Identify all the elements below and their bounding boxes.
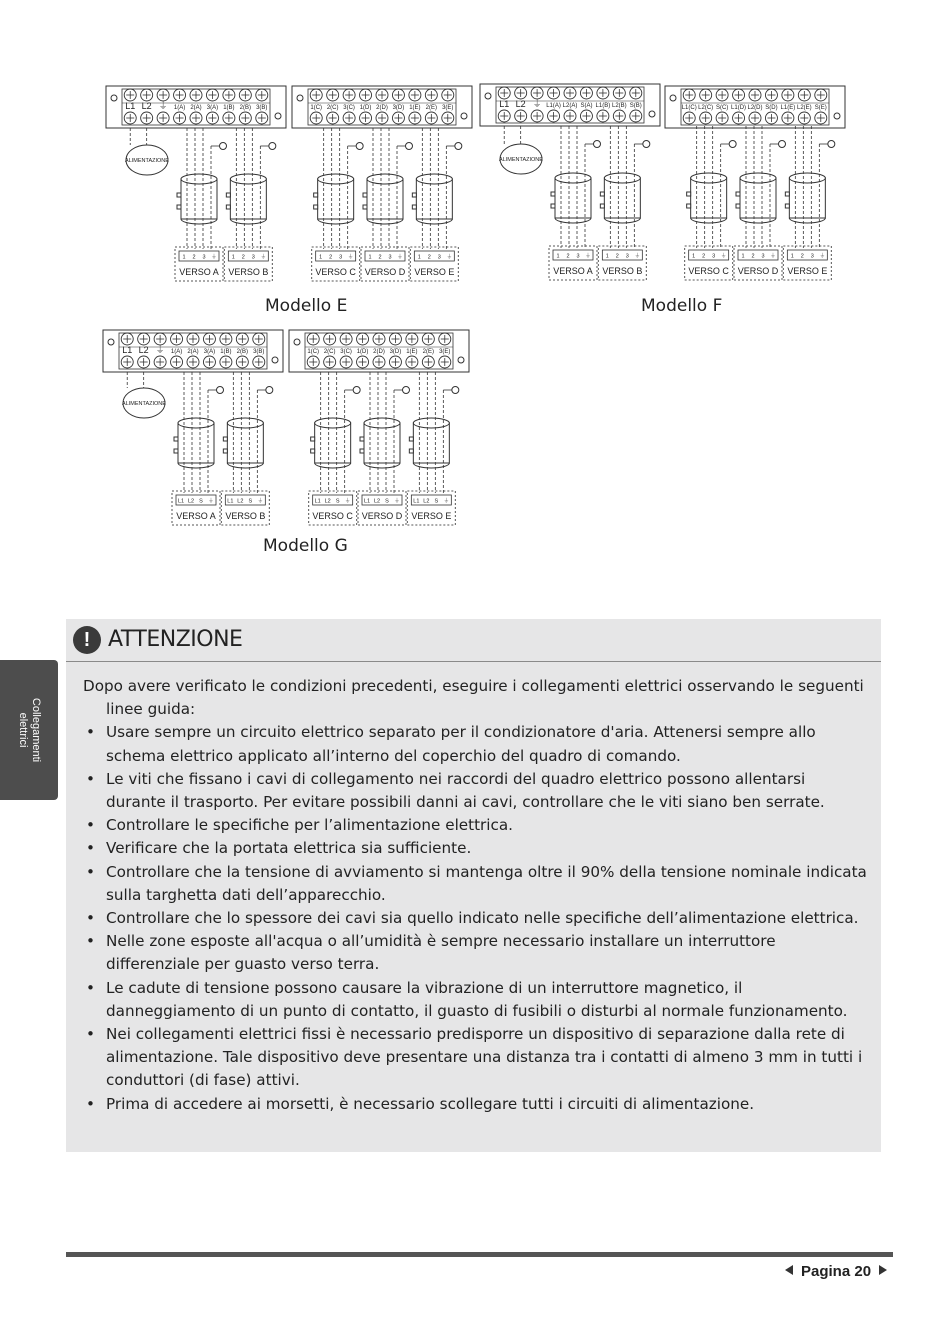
exclamation-icon: ! <box>73 626 101 654</box>
terminal-label: L2(B) <box>611 103 627 109</box>
unit-terminal-label: L2 <box>423 498 430 505</box>
caution-title: ATTENZIONE <box>108 627 243 652</box>
caution-header <box>66 619 881 662</box>
unit-direction-label: VERSO C <box>315 267 356 277</box>
unit-terminal-label: 2 <box>192 254 196 261</box>
terminal-label: 1(B) <box>220 349 232 355</box>
unit-terminal-label: L2 <box>237 498 244 505</box>
terminal-label: 3(B) <box>256 105 268 111</box>
terminal-label: 3(A) <box>203 349 216 355</box>
unit-terminal-label: ⏚ <box>720 253 727 260</box>
terminal-label: 3(B) <box>253 349 265 355</box>
unit-terminal-label: 1 <box>417 254 421 261</box>
ground-icon <box>455 143 462 150</box>
unit-terminal-label: 2 <box>751 253 755 260</box>
unit-terminal-label: 3 <box>761 253 765 260</box>
unit-terminal-label: L2 <box>324 498 331 505</box>
terminal-label: L1 <box>125 101 136 111</box>
unit-terminal-label: ⏚ <box>344 498 351 505</box>
terminal-label: 1(A) <box>170 349 183 355</box>
caution-intro: Dopo avere verificato le condizioni precedenti, eseguire i collegamenti elettrici osservando le seguenti linee guida: <box>83 677 864 719</box>
unit-terminal-label: ⏚ <box>347 254 354 261</box>
indoor-unit <box>358 372 410 525</box>
unit-terminal-label: ⏚ <box>257 498 264 505</box>
caution-item: • Nei collegamenti elettrici fissi è necessario predisporre un dispositivo di separazione dalla rete di alimentazione. Tale dispositivo deve presentare una distanza tra i contatti di almeno 3 mm in tutti i conduttori (di fase) attivi. <box>83 1023 868 1093</box>
terminal-label: 2(A) <box>190 105 202 111</box>
unit-terminal-label: ⏚ <box>585 253 591 260</box>
terminal-label: 2(D) <box>376 105 388 111</box>
terminal-label: S(B) <box>629 103 642 109</box>
section-tab-line2: elettrici <box>17 712 29 748</box>
unit-direction-label: VERSO D <box>364 267 406 277</box>
unit-terminal-label: 1 <box>605 253 609 260</box>
terminal-label: S(C) <box>715 105 729 111</box>
ground-icon <box>729 141 736 148</box>
terminal-label: 2(E) <box>425 105 438 111</box>
ground-icon <box>353 387 360 394</box>
terminal-label: 2(B) <box>236 349 249 355</box>
unit-terminal-label: S <box>335 498 340 505</box>
caution-item: • Controllare le specifiche per l’alimentazione elettrica. <box>83 814 868 837</box>
unit-direction-label: VERSO C <box>688 266 729 276</box>
terminal-label: ⏚ <box>155 345 165 355</box>
ground-icon <box>217 387 224 394</box>
unit-direction-label: VERSO B <box>602 266 643 276</box>
terminal-label: S(D) <box>765 105 778 111</box>
terminal-block <box>106 86 286 128</box>
unit-direction-label: VERSO E <box>787 266 828 276</box>
terminal-label: L2 <box>141 101 152 111</box>
unit-terminal-label: 1 <box>692 253 696 260</box>
unit-terminal-label: ⏚ <box>819 253 826 260</box>
unit-terminal-label: 3 <box>388 254 392 261</box>
caution-item: • Usare sempre un circuito elettrico separato per il condizionatore d'aria. Attenersi sempre allo schema elettrico applicato all’interno del coperchio del quadro di comando. <box>83 721 868 767</box>
unit-terminal-label: L1 <box>177 498 185 505</box>
terminal-label: L1(B) <box>595 103 611 109</box>
unit-terminal-label: ⏚ <box>634 253 641 260</box>
indoor-unit <box>410 128 462 281</box>
terminal-label: 3(D) <box>392 105 405 111</box>
ground-icon <box>220 143 227 150</box>
unit-terminal-label: 1 <box>556 253 560 260</box>
footer-rule <box>66 1252 893 1257</box>
unit-terminal-label: 2 <box>615 253 619 260</box>
section-tab <box>0 660 58 800</box>
terminal-label: 1(C) <box>307 349 320 355</box>
unit-terminal-label: 3 <box>625 253 629 260</box>
caution-body <box>83 675 868 1116</box>
unit-terminal-label: S <box>385 498 389 505</box>
unit-direction-label: VERSO D <box>737 266 779 276</box>
unit-direction-label: VERSO E <box>414 267 455 277</box>
terminal-label: L2 <box>515 99 526 109</box>
terminal-label: 1(B) <box>223 105 235 111</box>
unit-terminal-label: S <box>434 498 439 505</box>
terminal-label: L1(C) <box>681 105 697 111</box>
unit-terminal-label: S <box>248 498 253 505</box>
terminal-label: 2(E) <box>422 349 435 355</box>
unit-direction-label: VERSO A <box>553 266 593 276</box>
terminal-label: 2(C) <box>326 105 339 111</box>
caution-item: • Le viti che fissano i cavi di collegamento nei raccordi del quadro elettrico possono allentarsi durante il trasporto. Per evitare possibili danni ai cavi, controllare che le viti siano ben serrate. <box>83 768 868 814</box>
ground-icon <box>779 141 786 148</box>
power-supply-label: ALIMENTAZIONE <box>125 158 169 164</box>
terminal-block <box>289 330 469 372</box>
unit-terminal-label: 1 <box>319 254 323 261</box>
terminal-label: 1(C) <box>310 105 323 111</box>
unit-terminal-label: 3 <box>712 253 716 260</box>
unit-terminal-label: L2 <box>187 498 195 505</box>
ground-icon <box>356 143 363 150</box>
unit-terminal-label: 1 <box>741 253 745 260</box>
unit-terminal-label: L1 <box>363 498 371 505</box>
terminal-label: L2 <box>138 345 149 355</box>
indoor-unit <box>312 128 364 281</box>
unit-terminal-label: 1 <box>790 253 794 260</box>
indoor-unit <box>224 128 276 281</box>
unit-terminal-label: ⏚ <box>260 254 267 261</box>
terminal-label: S(E) <box>814 105 827 111</box>
indoor-unit <box>598 126 650 280</box>
unit-terminal-label: 2 <box>800 253 804 260</box>
terminal-block <box>103 330 283 372</box>
caution-box <box>66 619 881 1152</box>
indoor-unit <box>175 128 227 281</box>
unit-terminal-label: L1 <box>413 498 420 505</box>
ground-icon <box>452 387 459 394</box>
ground-icon <box>269 143 276 150</box>
terminal-label: 1(E) <box>406 349 418 355</box>
unit-terminal-label: 3 <box>437 254 441 261</box>
caution-item: • Nelle zone esposte all'acqua o all’umidità è sempre necessario installare un interruttore differenziale per guasto verso terra. <box>83 930 868 976</box>
unit-terminal-label: ⏚ <box>394 498 400 505</box>
terminal-label: L1(E) <box>780 105 796 111</box>
caution-item: • Verificare che la portata elettrica sia sufficiente. <box>83 837 868 860</box>
terminal-label: L2(D) <box>747 105 763 111</box>
unit-direction-label: VERSO B <box>225 511 266 521</box>
unit-terminal-label: 2 <box>427 254 431 261</box>
terminal-label: 1(D) <box>356 349 369 355</box>
ground-icon <box>828 141 835 148</box>
terminal-block <box>665 86 845 128</box>
wiring-diagrams <box>0 0 950 600</box>
terminal-label: L1(A) <box>546 103 561 109</box>
unit-terminal-label: L1 <box>314 498 321 505</box>
unit-terminal-label: 2 <box>378 254 382 261</box>
unit-direction-label: VERSO E <box>411 511 452 521</box>
caution-list <box>83 721 868 1115</box>
model-f-label: Modello F <box>641 296 723 316</box>
unit-direction-label: VERSO B <box>228 267 269 277</box>
unit-terminal-label: 3 <box>339 254 343 261</box>
unit-terminal-label: L2 <box>373 498 381 505</box>
model-e-label: Modello E <box>265 296 348 316</box>
terminal-label: 1(A) <box>173 105 186 111</box>
terminal-block <box>292 86 472 128</box>
unit-direction-label: VERSO D <box>361 511 403 521</box>
unit-terminal-label: L1 <box>227 498 234 505</box>
terminal-label: L1 <box>499 99 510 109</box>
terminal-label: S(A) <box>580 103 593 109</box>
unit-direction-label: VERSO A <box>179 267 219 277</box>
terminal-block <box>480 84 660 126</box>
ground-icon <box>643 141 650 148</box>
unit-terminal-label: ⏚ <box>770 253 776 260</box>
power-supply-label: ALIMENTAZIONE <box>122 401 166 407</box>
terminal-label: L2(E) <box>796 105 812 111</box>
terminal-label: L1 <box>122 345 133 355</box>
unit-terminal-label: ⏚ <box>211 254 217 261</box>
caution-item: • Controllare che lo spessore dei cavi sia quello indicato nelle specifiche dell’alimentazione elettrica. <box>83 907 868 930</box>
ground-icon <box>266 387 273 394</box>
indoor-unit <box>221 372 273 525</box>
section-tab-line1: Collegamenti <box>30 697 42 763</box>
unit-terminal-label: ⏚ <box>208 498 214 505</box>
ground-icon <box>594 141 601 148</box>
terminal-label: 3(A) <box>206 105 219 111</box>
caution-item: • Prima di accedere ai morsetti, è necessario scollegare tutti i circuiti di alimentazione. <box>83 1093 868 1116</box>
terminal-label: 1(D) <box>359 105 372 111</box>
ground-icon <box>406 143 413 150</box>
indoor-unit <box>172 372 224 525</box>
terminal-label: 2(C) <box>323 349 336 355</box>
unit-terminal-label: 2 <box>702 253 706 260</box>
terminal-label: L1(D) <box>731 105 747 111</box>
unit-terminal-label: 1 <box>231 254 235 261</box>
terminal-label: 2(B) <box>239 105 252 111</box>
indoor-unit <box>309 372 361 525</box>
unit-terminal-label: 1 <box>182 254 186 261</box>
terminal-label: 3(C) <box>343 105 355 111</box>
terminal-label: 3(E) <box>442 105 454 111</box>
terminal-label: 3(D) <box>389 349 402 355</box>
indoor-unit <box>685 126 737 280</box>
next-page-icon[interactable] <box>879 1265 887 1275</box>
unit-terminal-label: 2 <box>329 254 333 261</box>
terminal-label: 2(A) <box>187 349 199 355</box>
terminal-label: 3(C) <box>340 349 352 355</box>
terminal-label: 2(D) <box>373 349 385 355</box>
unit-terminal-label: ⏚ <box>446 254 453 261</box>
unit-terminal-label: 1 <box>368 254 372 261</box>
unit-terminal-label: 3 <box>576 253 580 260</box>
caution-item: • Le cadute di tensione possono causare la vibrazione di un interruttore magnetico, il danneggiamento di un punto di contatto, il guasto di fusibili o disturbi al normale funzionamento. <box>83 977 868 1023</box>
unit-terminal-label: 3 <box>251 254 255 261</box>
indoor-unit <box>783 126 835 280</box>
caution-item: • Controllare che la tensione di avviamento si mantenga oltre il 90% della tensione nominale indicata sulla targhetta dati dell’apparecchio. <box>83 861 868 907</box>
unit-direction-label: VERSO C <box>312 511 353 521</box>
unit-terminal-label: 2 <box>566 253 570 260</box>
page-number: Pagina 20 <box>801 1263 872 1280</box>
unit-terminal-label: S <box>199 498 203 505</box>
terminal-label: 3(E) <box>439 349 451 355</box>
unit-direction-label: VERSO A <box>176 511 216 521</box>
terminal-label: ⏚ <box>158 101 168 111</box>
unit-terminal-label: ⏚ <box>397 254 403 261</box>
terminal-label: 1(E) <box>409 105 421 111</box>
unit-terminal-label: ⏚ <box>443 498 450 505</box>
previous-page-icon[interactable] <box>785 1265 793 1275</box>
indoor-unit <box>734 126 786 280</box>
terminal-label: L2(A) <box>562 103 578 109</box>
indoor-unit <box>361 128 413 281</box>
page-indicator <box>785 1263 887 1280</box>
power-supply-label: ALIMENTAZIONE <box>499 157 543 163</box>
unit-terminal-label: 3 <box>202 254 206 261</box>
unit-terminal-label: 2 <box>241 254 245 261</box>
indoor-unit <box>407 372 459 525</box>
ground-icon <box>403 387 410 394</box>
indoor-unit <box>549 126 601 280</box>
terminal-label: L2(C) <box>698 105 714 111</box>
unit-terminal-label: 3 <box>810 253 814 260</box>
model-g-label: Modello G <box>263 536 348 556</box>
terminal-label: ⏚ <box>532 99 542 109</box>
